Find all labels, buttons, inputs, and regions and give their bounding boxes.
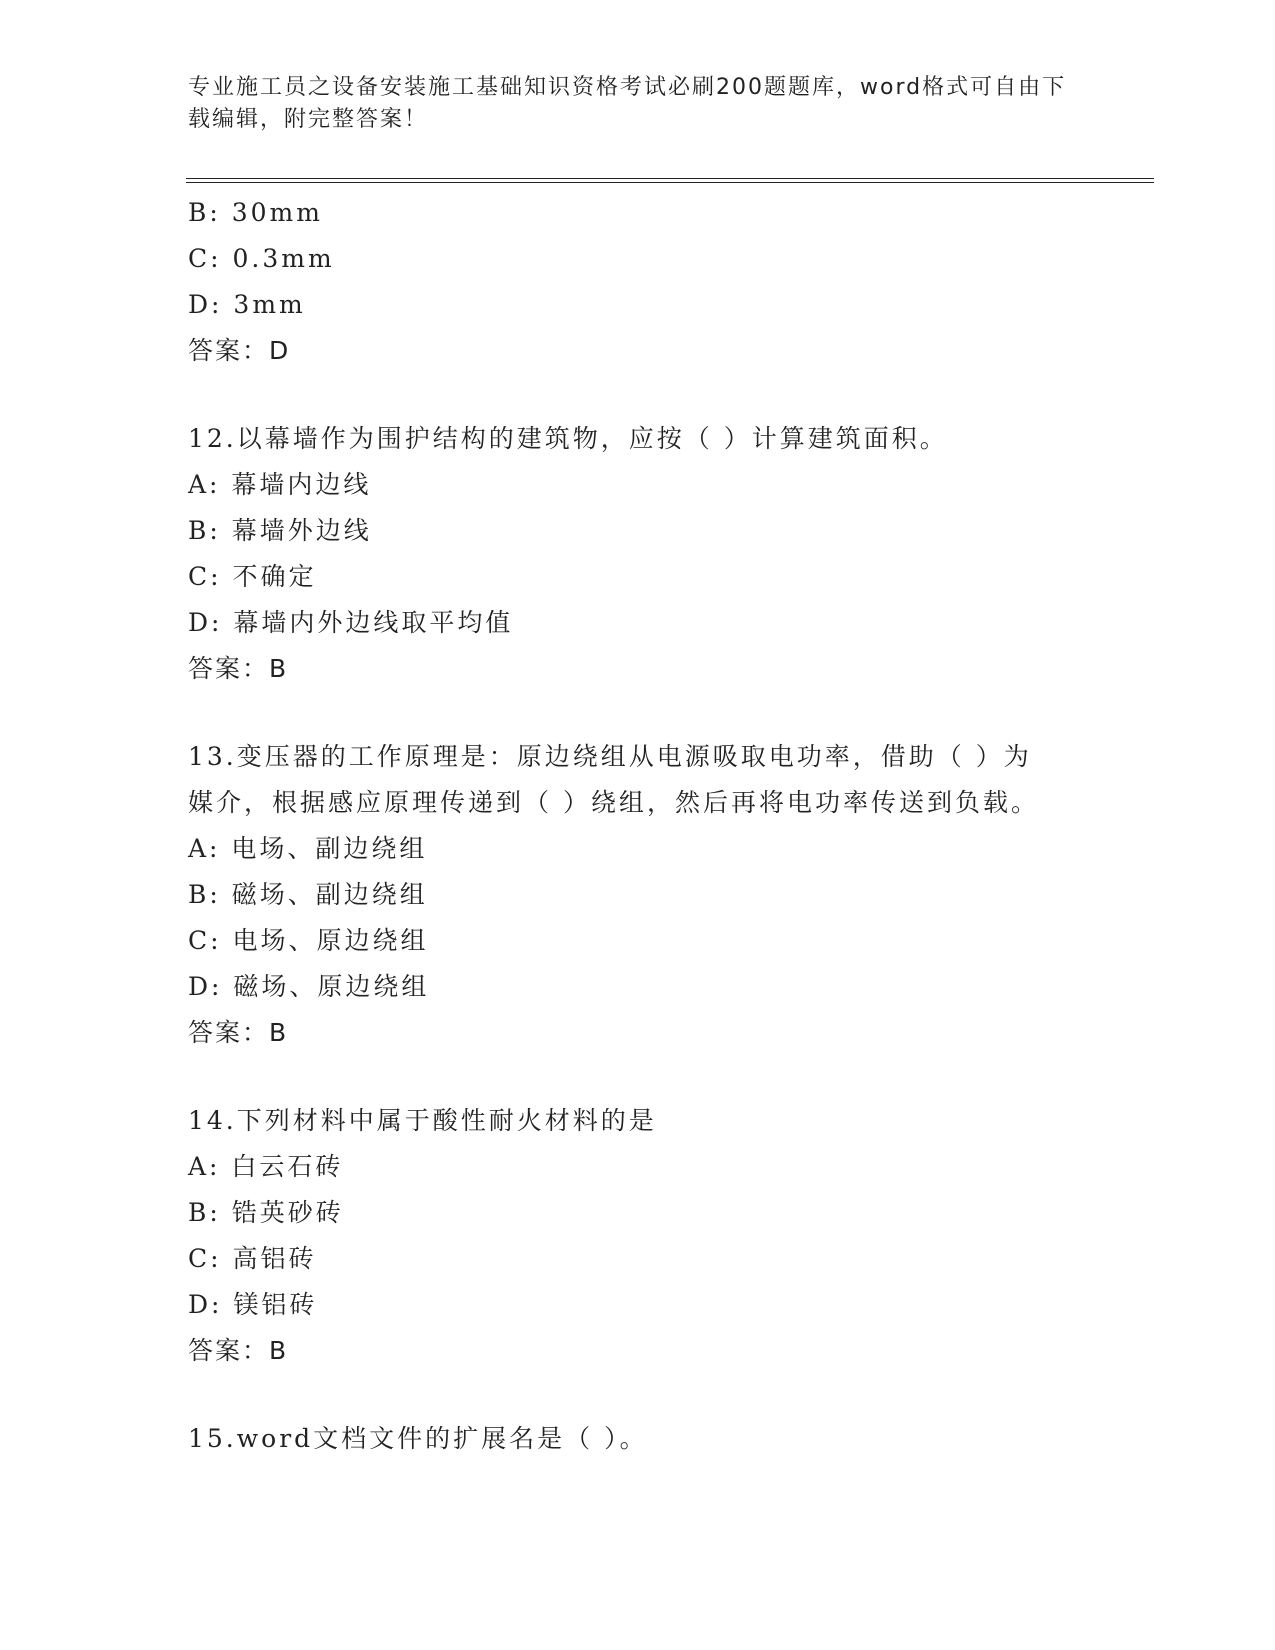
option-c: C: 不确定	[188, 562, 317, 591]
document-title: 专业施工员之设备安装施工基础知识资格考试必刷200题题库，word格式可自由下载编辑，附完整答案！	[188, 75, 1067, 132]
option-d: D: 幕墙内外边线取平均值	[188, 608, 514, 637]
answer: 答案：D	[188, 336, 291, 365]
question-15	[188, 1416, 1088, 1462]
option-c: C: 高铝砖	[188, 1244, 317, 1273]
question-12	[188, 416, 1088, 692]
option-b: B: 锆英砂砖	[188, 1198, 344, 1227]
option-a: A: 幕墙内边线	[188, 470, 372, 499]
option-a: A: 白云石砖	[188, 1152, 344, 1181]
answer: 答案：B	[188, 1018, 289, 1047]
question-stem: 14.下列材料中属于酸性耐火材料的是	[188, 1106, 657, 1135]
option-d: D: 镁铝砖	[188, 1290, 318, 1319]
question-14	[188, 1098, 1088, 1374]
question-stem: 13.变压器的工作原理是：原边绕组从电源吸取电功率，借助（ ）为媒介，根据感应原理传递到（ ）绕组，然后再将电功率传送到负载。	[188, 742, 1039, 817]
document-body	[188, 190, 1088, 1462]
option-c: C: 电场、原边绕组	[188, 926, 429, 955]
option-b: B: 30mm	[188, 198, 323, 227]
question-stem: 15.word文档文件的扩展名是（ ）。	[188, 1424, 648, 1453]
question-stem: 12.以幕墙作为围护结构的建筑物，应按（ ）计算建筑面积。	[188, 424, 948, 453]
option-a: A: 电场、副边绕组	[188, 834, 428, 863]
header-divider	[186, 178, 1154, 183]
option-b: B: 幕墙外边线	[188, 516, 372, 545]
question-13	[188, 734, 1088, 1056]
answer: 答案：B	[188, 654, 289, 683]
option-b: B: 磁场、副边绕组	[188, 880, 428, 909]
option-d: D: 3mm	[188, 290, 306, 319]
option-d: D: 磁场、原边绕组	[188, 972, 430, 1001]
option-c: C: 0.3mm	[188, 244, 335, 273]
question-11-continued	[188, 190, 1088, 374]
answer: 答案：B	[188, 1336, 289, 1365]
page-header	[188, 72, 1088, 136]
